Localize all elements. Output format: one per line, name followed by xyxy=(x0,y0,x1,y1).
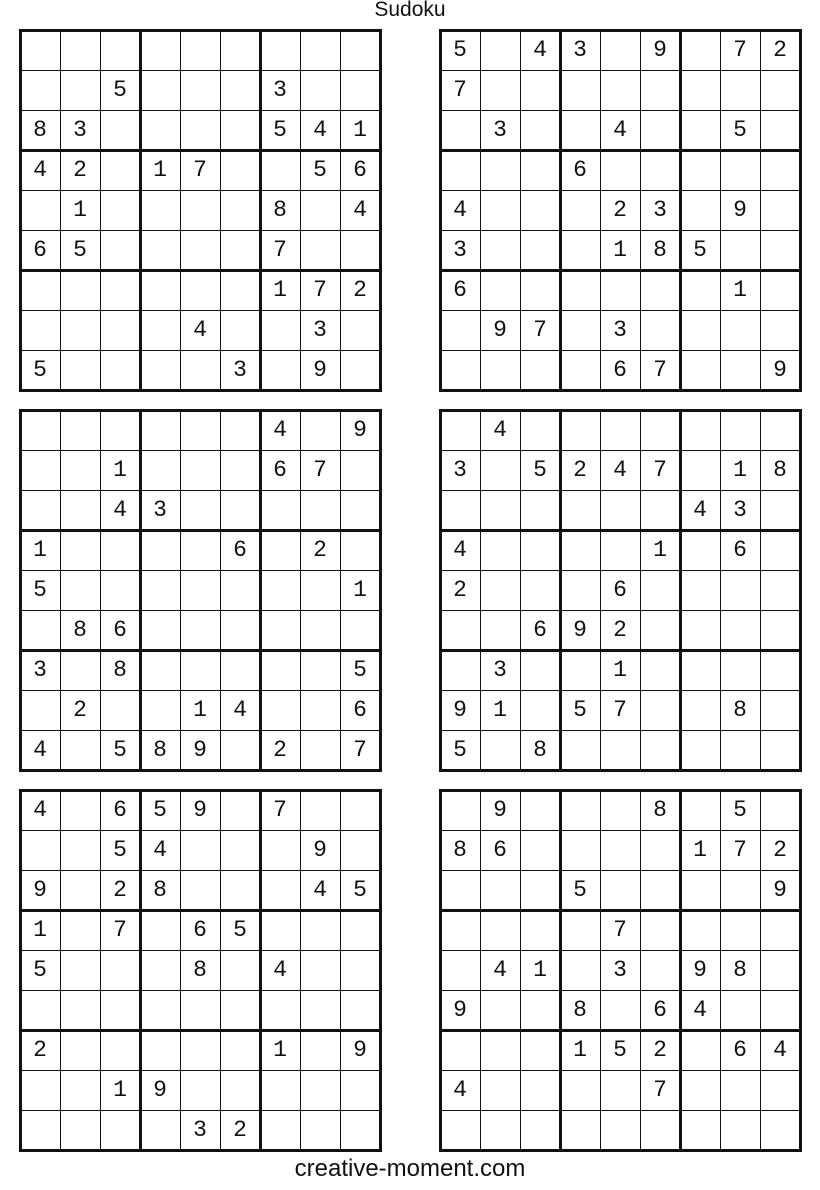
sudoku-row[interactable]: 42 17 56 xyxy=(33,157,394,183)
sudoku-row[interactable]: 43 xyxy=(453,497,814,523)
sudoku-row[interactable]: 3 1 xyxy=(453,657,814,683)
sudoku-row[interactable]: 4 23 9 xyxy=(453,197,814,223)
sudoku-row[interactable]: 5 3 xyxy=(33,77,394,103)
sudoku-row[interactable]: 5 3 9 xyxy=(33,357,394,383)
sudoku-row[interactable]: 9 8 5 xyxy=(453,797,814,823)
sudoku-row[interactable] xyxy=(440,1110,800,1150)
sudoku-row[interactable]: 19 xyxy=(33,1077,394,1103)
sudoku-row[interactable]: 692 xyxy=(453,617,814,643)
sudoku-grid xyxy=(20,30,394,390)
sudoku-row[interactable]: 5 43 9 72 xyxy=(453,37,814,63)
sudoku-row[interactable]: 5 9 xyxy=(453,877,814,903)
sudoku-row[interactable]: 97 3 xyxy=(453,317,814,343)
sudoku-grid xyxy=(440,790,814,1150)
sudoku-row[interactable]: 32 xyxy=(33,1117,394,1143)
sudoku-row[interactable]: 3 4 5 xyxy=(453,117,814,143)
sudoku-row[interactable]: 4 9 xyxy=(33,417,394,443)
sudoku-row[interactable]: 9 28 45 xyxy=(33,877,394,903)
sudoku-row[interactable]: 41 3 98 xyxy=(453,957,814,983)
sudoku-row[interactable]: 1 7 65 xyxy=(33,917,394,943)
sudoku-row[interactable]: 2 6 xyxy=(453,577,814,603)
sudoku-row[interactable]: 4 xyxy=(453,417,814,443)
sudoku-row[interactable]: 9 8 64 xyxy=(453,997,814,1023)
sudoku-row[interactable]: 5 1 xyxy=(33,577,394,603)
sudoku-row[interactable] xyxy=(20,30,380,70)
sudoku-row[interactable]: 3 5247 18 xyxy=(453,457,814,483)
page-title: Sudoku xyxy=(374,0,446,21)
footer-site: creative-moment.com xyxy=(294,1155,526,1182)
sudoku-row[interactable]: 152 64 xyxy=(453,1037,814,1063)
sudoku-row[interactable]: 54 9 xyxy=(33,837,394,863)
sudoku-row[interactable]: 4 3 xyxy=(33,317,394,343)
sudoku-row[interactable]: 5 8 4 xyxy=(33,957,394,983)
sudoku-row[interactable]: 4 1 6 xyxy=(453,537,814,563)
sudoku-row[interactable]: 65 7 xyxy=(33,237,394,263)
sudoku-row[interactable] xyxy=(20,990,380,1030)
sudoku-row[interactable]: 4 659 7 xyxy=(33,797,394,823)
sudoku-row[interactable]: 1 67 xyxy=(33,457,394,483)
sudoku-row[interactable]: 172 xyxy=(33,277,394,303)
sudoku-row[interactable]: 5 8 xyxy=(453,737,814,763)
sudoku-row[interactable]: 2 14 6 xyxy=(33,697,394,723)
sudoku-row[interactable]: 86 172 xyxy=(453,837,814,863)
sudoku-row[interactable]: 4 589 2 7 xyxy=(33,737,394,763)
sudoku-grid xyxy=(20,410,394,770)
sudoku-row[interactable]: 83 541 xyxy=(33,117,394,143)
sudoku-row[interactable]: 2 1 9 xyxy=(33,1037,394,1063)
sudoku-row[interactable]: 91 57 8 xyxy=(453,697,814,723)
sudoku-row[interactable]: 4 7 xyxy=(453,1077,814,1103)
sudoku-grid xyxy=(440,410,814,770)
sudoku-row[interactable]: 1 6 2 xyxy=(33,537,394,563)
sudoku-row[interactable]: 3 185 xyxy=(453,237,814,263)
sudoku-row[interactable]: 43 xyxy=(33,497,394,523)
sudoku-row[interactable]: 6 xyxy=(453,157,814,183)
sudoku-row[interactable]: 7 xyxy=(453,917,814,943)
sudoku-row[interactable]: 7 xyxy=(453,77,814,103)
sudoku-grid xyxy=(20,790,394,1150)
sudoku-row[interactable]: 1 8 4 xyxy=(33,197,394,223)
sudoku-grid xyxy=(440,30,814,390)
sudoku-row[interactable]: 3 8 5 xyxy=(33,657,394,683)
sudoku-row[interactable]: 6 1 xyxy=(453,277,814,303)
sudoku-row[interactable]: 86 xyxy=(33,617,394,643)
sudoku-row[interactable]: 67 9 xyxy=(453,357,814,383)
